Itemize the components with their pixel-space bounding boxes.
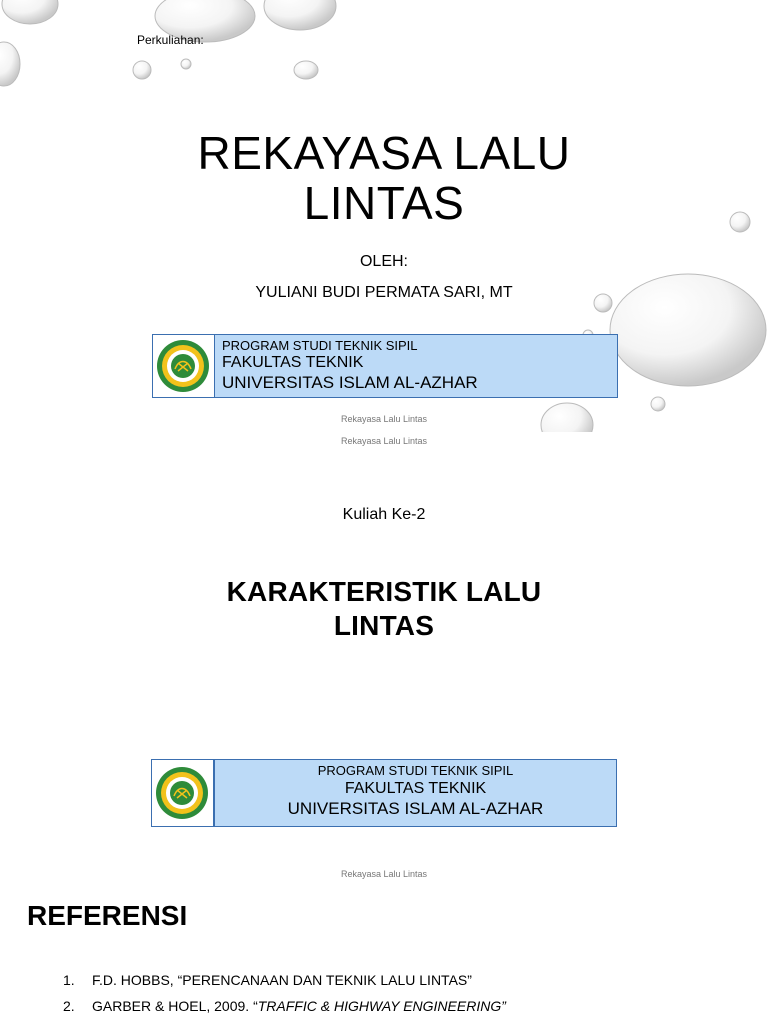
reference-number: 1. [63, 972, 75, 988]
references-slide [0, 884, 768, 1024]
lecture-title [0, 575, 768, 643]
university-logo-box [152, 334, 215, 398]
university-emblem-icon [153, 335, 214, 397]
slide-footer: Rekayasa Lalu Lintas [340, 414, 428, 424]
reference-author: GARBER & HOEL, 2009. “ [92, 998, 258, 1014]
references-list [63, 971, 506, 1023]
by-label: OLEH: [359, 253, 408, 270]
university-name: UNIVERSITAS ISLAM AL-AZHAR [222, 373, 478, 392]
list-item [63, 997, 506, 1023]
presentation-title [0, 128, 768, 228]
lecture-number: Kuliah Ke-2 [342, 506, 426, 523]
institution-info-box [214, 759, 617, 827]
faculty-name: FAKULTAS TEKNIK [344, 780, 487, 797]
faculty-name: FAKULTAS TEKNIK [222, 354, 364, 371]
lecture-slide [0, 436, 768, 882]
author-name: YULIANI BUDI PERMATA SARI, MT [255, 284, 513, 301]
lecture-title-line-1: KARAKTERISTIK LALU [226, 576, 542, 607]
university-logo-box [151, 759, 214, 827]
university-emblem-icon [152, 760, 213, 826]
reference-text [92, 997, 506, 1023]
institution-info-box [214, 334, 618, 398]
title-slide [0, 0, 768, 432]
program-name: PROGRAM STUDI TEKNIK SIPIL [317, 763, 514, 778]
slide-footer: Rekayasa Lalu Lintas [340, 869, 428, 879]
slide-header-footer: Rekayasa Lalu Lintas [340, 436, 428, 446]
reference-text: F.D. HOBBS, “PERENCANAAN DAN TEKNIK LALU LINTAS” [92, 972, 472, 988]
lecture-title-line-2: LINTAS [333, 610, 435, 641]
references-heading: REFERENSI [27, 900, 188, 931]
list-item [63, 971, 506, 997]
university-name: UNIVERSITAS ISLAM AL-AZHAR [287, 799, 544, 818]
reference-book-title: TRAFFIC & HIGHWAY ENGINEERING” [257, 998, 506, 1014]
program-name: PROGRAM STUDI TEKNIK SIPIL [222, 338, 418, 353]
title-line-1: REKAYASA LALU [197, 127, 571, 179]
course-label: Perkuliahan: [137, 33, 204, 47]
reference-number: 2. [63, 998, 75, 1014]
title-line-2: LINTAS [303, 177, 465, 229]
